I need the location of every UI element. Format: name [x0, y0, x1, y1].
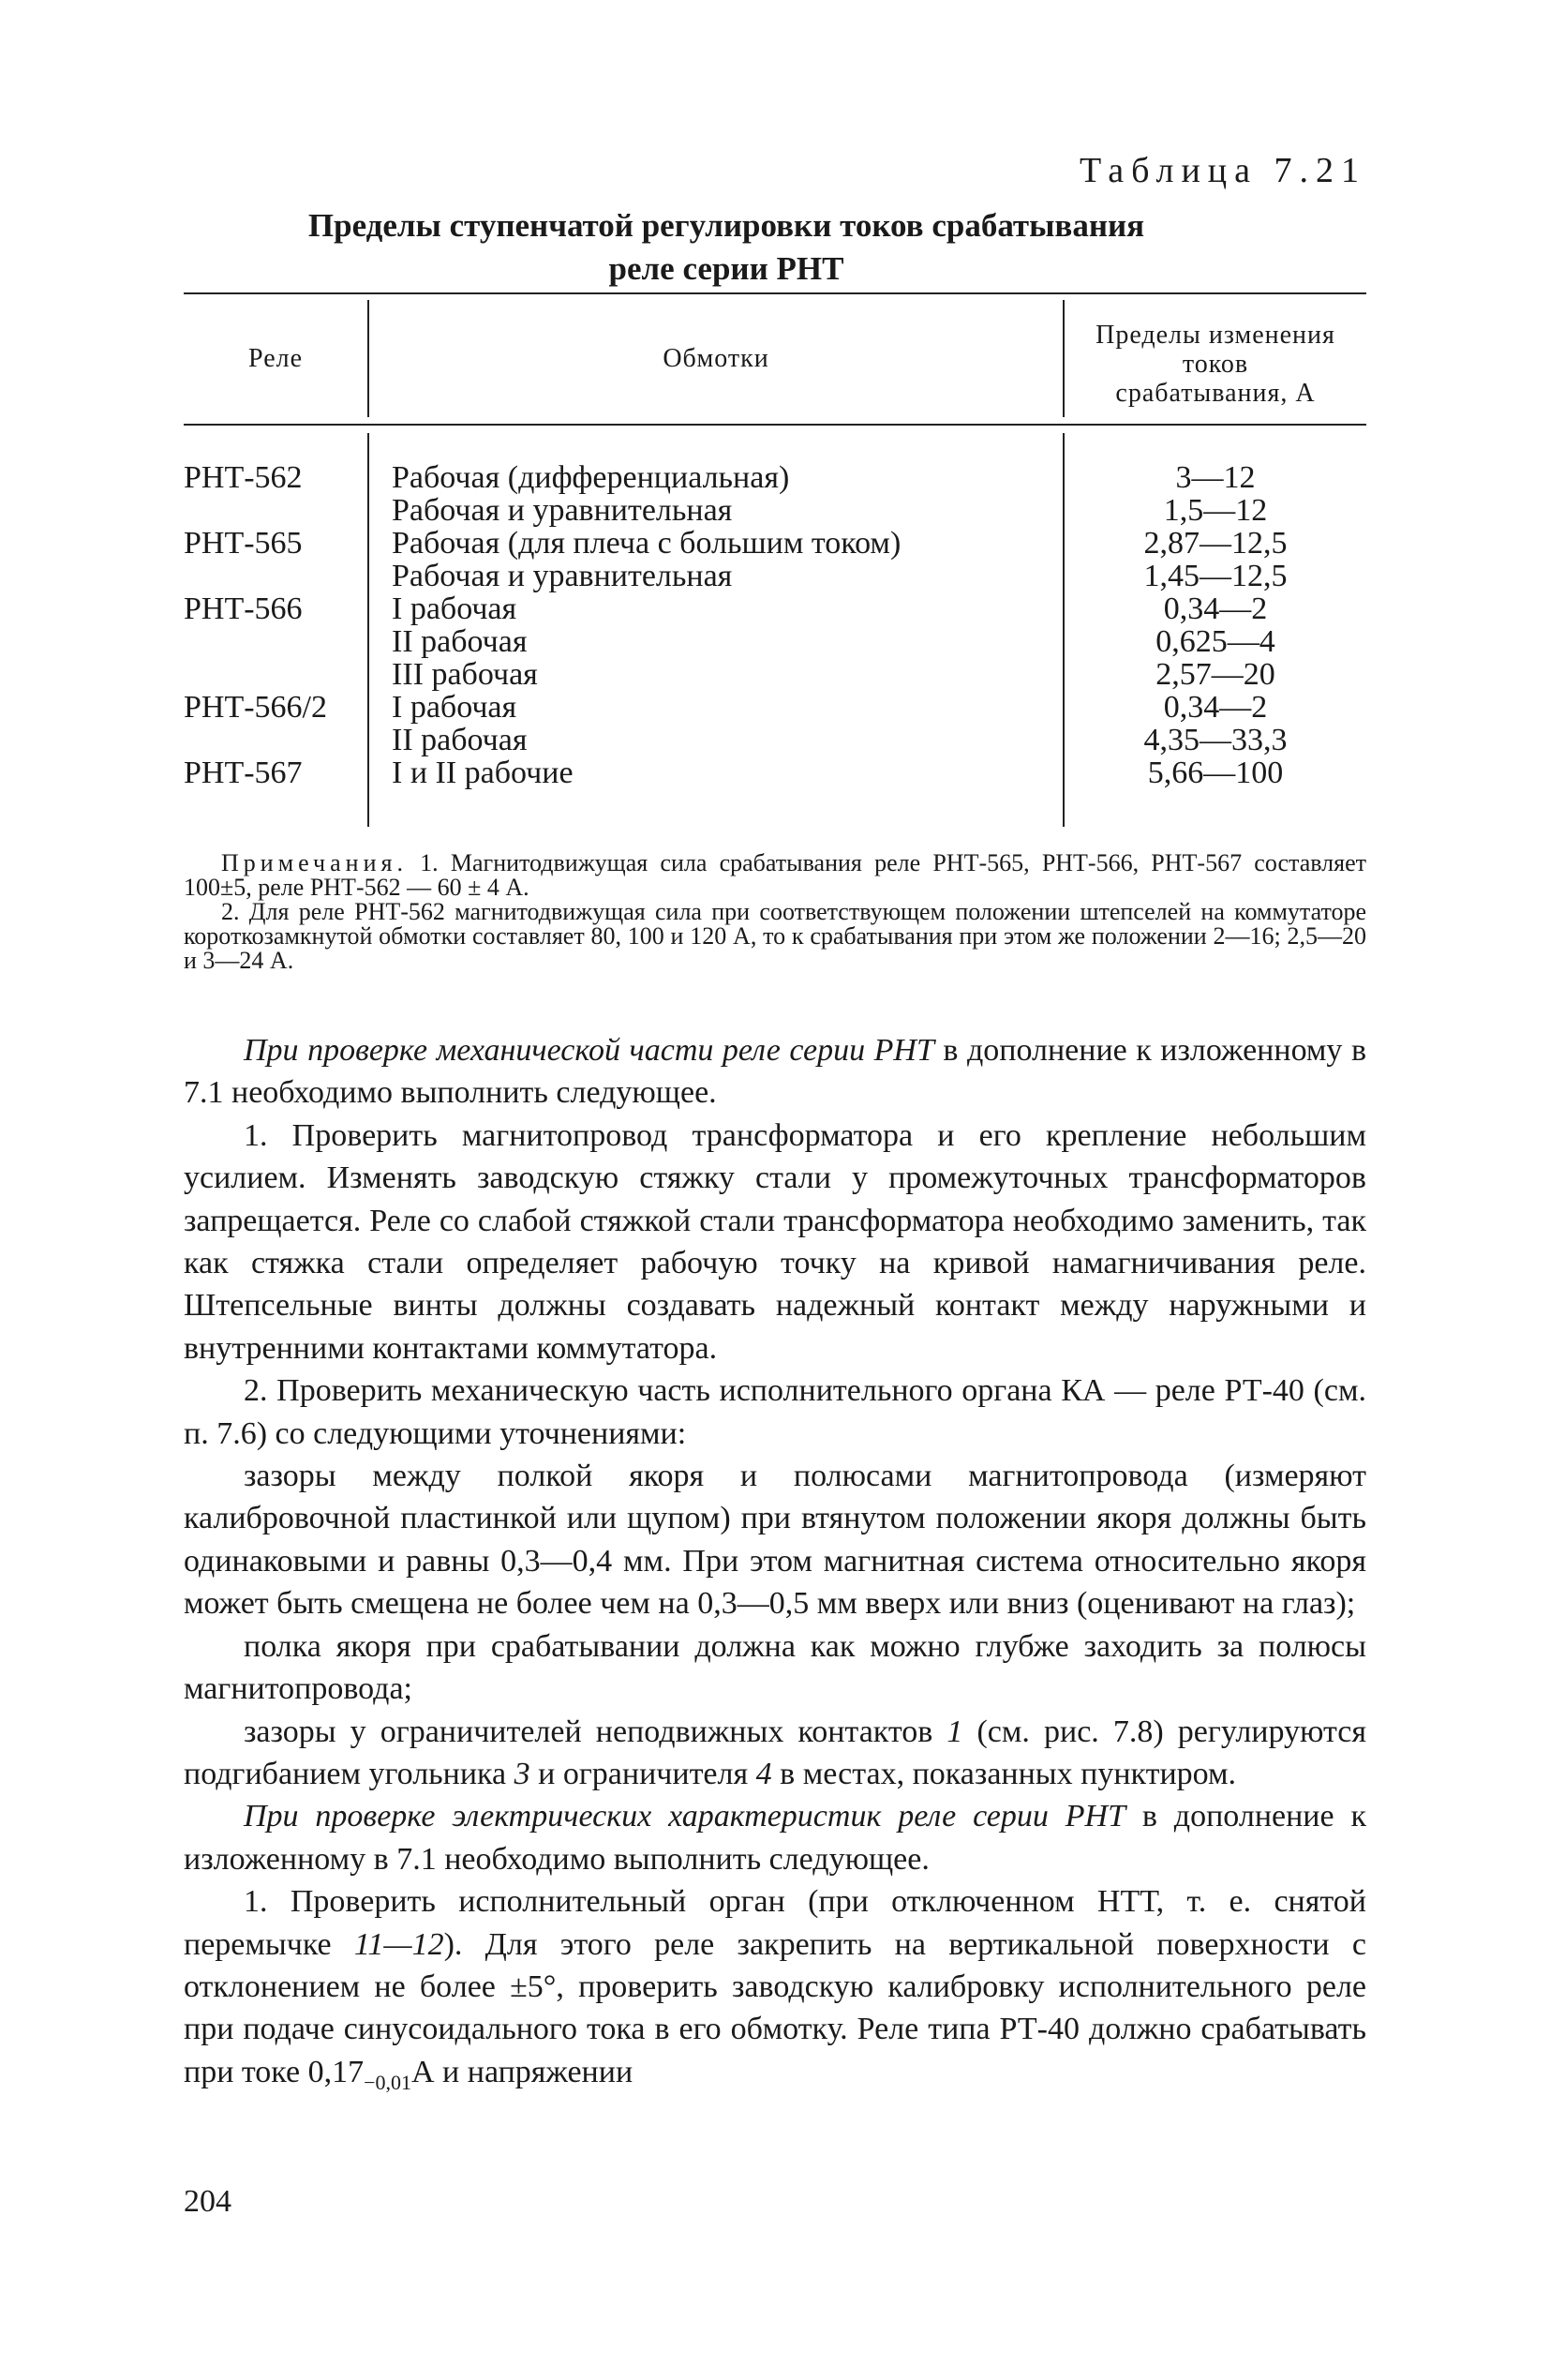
winding-cell: III рабочая	[392, 657, 538, 692]
limit-cell: 4,35—33,3	[1143, 723, 1288, 757]
paragraph: 1. Проверить магнитопровод трансформатора и его крепление небольшим усилием. Изменять заводскую стяжку стали у промежуточных трансформаторов запрещается. Реле со слабой стяжкой стали трансформатора необходимо заменить, так как стяжка стали определяет рабочую точку на кривой намагничивания реле. Штепсельные винты должны создавать надежный контакт между наружными и внутренними контактами коммутатора.	[184, 1117, 1366, 1366]
limit-cell: 0,625—4	[1155, 624, 1275, 659]
relay-cell	[184, 494, 362, 527]
notes-heading: Примечания.	[221, 849, 408, 876]
table-title	[244, 204, 1209, 291]
paragraph-text: и ограничителя	[529, 1756, 756, 1791]
header-limits-line: Пределы изменения	[1095, 321, 1335, 350]
relay-cell: РНТ-566/2	[184, 690, 327, 725]
header-windings: Обмотки	[663, 344, 769, 373]
paragraph-text: зазоры у ограничителей неподвижных контактов	[244, 1714, 947, 1749]
relay-cell	[184, 560, 362, 592]
jumper-ref: 11—12	[353, 1926, 444, 1962]
paragraph-text: в дополнение к изложенному в 7.1 необходимо выполнить следующее.	[184, 1033, 1366, 1111]
paragraph	[184, 1029, 1366, 1115]
table-notes	[184, 851, 1366, 973]
relay-cell	[184, 724, 362, 756]
note-2: 2. Для реле РНТ-562 магнитодвижущая сила при соответствующем положении штепселей на коммутаторе короткозамкнутой обмотки составляет 80, 100 и 120 А, то к срабатывания при этом же положении 2—16; 2,5—20 и 3—24 А.	[184, 898, 1366, 974]
header-limits-line: срабатывания, А	[1115, 379, 1316, 408]
figure-ref: 4	[755, 1756, 772, 1791]
limit-cell: 0,34—2	[1163, 690, 1268, 725]
relay-cell	[184, 625, 362, 658]
paragraph	[184, 1711, 1366, 1796]
winding-cell: Рабочая (для плеча с большим током)	[392, 526, 902, 561]
header-relay: Реле	[247, 344, 304, 373]
paragraph-text: в дополнение к изложенному в 7.1 необходимо выполнить следующее.	[184, 1799, 1366, 1877]
relay-cell	[184, 658, 362, 691]
relay-cell: РНТ-566	[184, 591, 303, 626]
relay-cell: РНТ-562	[184, 460, 303, 495]
limit-cell: 1,5—12	[1163, 493, 1268, 528]
paragraph-text: ). Для этого реле закрепить на вертикальной поверхности с отклонением не более ±5°, проверить заводскую калибровку исполнительного реле при подаче синусоидального тока в его обмотку. Реле типа РТ-40 должно срабатывать при токе 0,17	[184, 1926, 1366, 2089]
winding-cell: I рабочая	[392, 591, 517, 626]
paragraph-text: 1. Проверить исполнительный орган (при отключенном НТТ, т. е. снятой перемычке	[184, 1884, 1366, 1962]
winding-cell: Рабочая и уравнительная	[392, 559, 733, 593]
winding-cell: I рабочая	[392, 690, 517, 725]
table-header-rule	[184, 424, 1366, 426]
table-top-rule	[184, 292, 1366, 294]
page-number: 204	[184, 2184, 231, 2219]
winding-cell: Рабочая (дифференциальная)	[392, 460, 790, 495]
header-limits	[1065, 321, 1366, 408]
paragraph-text: (см. рис. 7.8) регулируются подгибанием угольника	[184, 1714, 1366, 1791]
paragraph-text: в местах, показанных пунктиром.	[771, 1756, 1237, 1791]
relay-column	[184, 461, 362, 789]
tolerance-subscript: −0,01	[364, 2070, 411, 2094]
table-title-line: реле серии РНТ	[608, 250, 844, 287]
note-1-text: 1. Магнитодвижущая сила срабатывания реле РНТ-565, РНТ-566, РНТ-567 составляет 100±5, реле РНТ-562 — 60 ± 4 А.	[184, 849, 1366, 901]
paragraph-text: А и напряжении	[411, 2054, 633, 2089]
header-limits-line: токов	[1182, 350, 1249, 379]
body-text	[184, 1029, 1366, 2103]
paragraph: зазоры между полкой якоря и полюсами магнитопровода (измеряют калибровочной пластинкой или щупом) при втянутом положении якоря должны быть одинаковыми и равны 0,3—0,4 мм. При этом магнитная система относительно якоря может быть смещена не более чем на 0,3—0,5 мм вверх или вниз (оценивают на глаз);	[184, 1459, 1366, 1622]
table-label: Таблица 7.21	[1079, 151, 1366, 190]
table-title-line: Пределы ступенчатой регулировки токов срабатывания	[307, 207, 1145, 244]
figure-ref: 3	[514, 1756, 530, 1791]
italic-lead: При проверке электрических характеристик реле серии РНТ	[244, 1799, 1125, 1834]
relay-cell: РНТ-565	[184, 526, 303, 561]
winding-cell: II рабочая	[392, 723, 528, 757]
paragraph: 2. Проверить механическую часть исполнительного органа КА — реле РТ-40 (см. п. 7.6) со следующими уточнениями:	[184, 1373, 1366, 1451]
limit-cell: 5,66—100	[1147, 756, 1284, 790]
limit-cell: 2,87—12,5	[1143, 526, 1288, 561]
winding-cell: I и II рабочие	[392, 756, 574, 790]
relay-cell: РНТ-567	[184, 756, 303, 790]
limit-cell: 1,45—12,5	[1143, 559, 1288, 593]
paragraph	[184, 1795, 1366, 1880]
winding-cell: II рабочая	[392, 624, 528, 659]
paragraph	[184, 1880, 1366, 2103]
figure-ref: 1	[946, 1714, 963, 1749]
italic-lead: При проверке механической части реле серии РНТ	[244, 1033, 934, 1068]
paragraph: полка якоря при срабатывании должна как можно глубже заходить за полюсы магнитопровода;	[184, 1628, 1366, 1707]
limit-cell: 3—12	[1175, 460, 1256, 495]
relay-table	[184, 292, 1366, 834]
limit-cell: 2,57—20	[1155, 657, 1275, 692]
winding-cell: Рабочая и уравнительная	[392, 493, 733, 528]
limit-cell: 0,34—2	[1163, 591, 1268, 626]
note-1	[184, 851, 1366, 900]
table-body-divider	[367, 433, 369, 827]
limits-column	[1065, 461, 1366, 789]
windings-column	[392, 461, 1048, 789]
